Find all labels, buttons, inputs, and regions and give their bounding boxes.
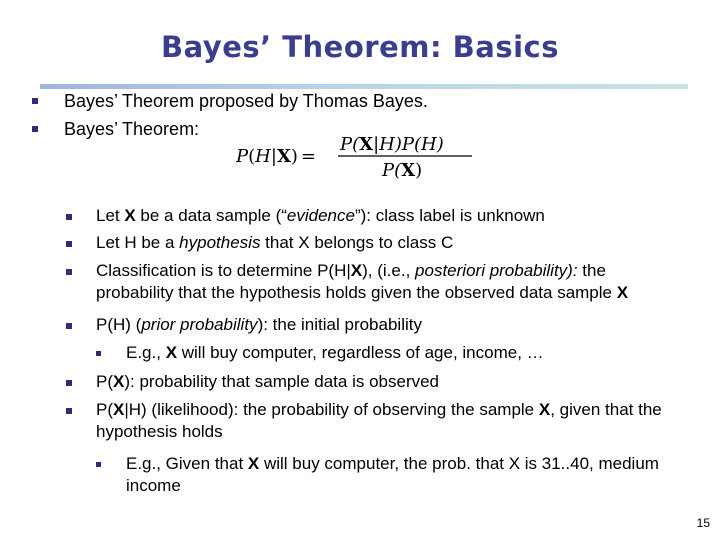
sub-bullet-text-1: E.g., X will buy computer, regardless of age, income, … (126, 343, 544, 362)
intro-text-1: Bayes’ Theorem proposed by Thomas Bayes. (64, 91, 428, 111)
formula-num-X: X (359, 134, 374, 155)
formula-den-X: X (401, 160, 416, 180)
formula-lhs-X: X (276, 146, 291, 167)
square-bullet-icon (66, 241, 72, 247)
formula-lhs (236, 146, 316, 167)
square-bullet-icon (32, 126, 38, 132)
square-bullet-icon (66, 323, 72, 329)
bullet-text-3: Classification is to determine P(H|X), (i.e., posteriori probability): the probability that the hypothesis holds given the observed data sample X (96, 261, 629, 302)
formula-equals: = (300, 146, 317, 167)
bayes-formula-svg (236, 132, 476, 180)
formula-lhs-H: H (255, 146, 271, 167)
square-bullet-icon (66, 214, 72, 220)
formula-num-P: P( (340, 134, 360, 155)
square-bullet-icon (66, 380, 72, 386)
formula-den-P: P( (382, 160, 402, 180)
formula-denominator (381, 160, 422, 180)
square-bullet-icon (66, 408, 72, 414)
bullet-text-2: Let H be a hypothesis that X belongs to class C (96, 233, 454, 252)
square-bullet-icon (96, 462, 101, 467)
bullet-text-1: Let X be a data sample (“evidence”): class label is unknown (96, 206, 545, 225)
square-bullet-icon (32, 98, 38, 104)
bullet-text-6: P(X|H) (likelihood): the probability of observing the sample X, given that the hypothesis holds (96, 400, 662, 441)
intro-text-2: Bayes’ Theorem: (64, 119, 200, 139)
title-divider (40, 84, 688, 89)
square-bullet-icon (66, 269, 72, 275)
sub-bullet-text-2: E.g., Given that X will buy computer, the prob. that X is 31..40, medium income (126, 454, 659, 495)
square-bullet-icon (96, 351, 101, 356)
formula-numerator (339, 134, 444, 155)
page-number: 15 (696, 516, 710, 530)
bayes-formula (236, 132, 476, 180)
formula-lhs-close: ) (290, 146, 298, 167)
formula-num-rest: |H)P(H) (373, 134, 444, 155)
formula-lhs-P: P (236, 146, 249, 167)
formula-lhs-bar: | (270, 146, 277, 167)
formula-lhs-open: ( (248, 146, 256, 167)
bullet-text-5: P(X): probability that sample data is observed (96, 372, 440, 391)
bullet-text-4: P(H) (prior probability): the initial probability (96, 315, 422, 334)
slide-title: Bayes’ Theorem: Basics (161, 30, 559, 64)
formula-den-close: ) (415, 160, 423, 180)
